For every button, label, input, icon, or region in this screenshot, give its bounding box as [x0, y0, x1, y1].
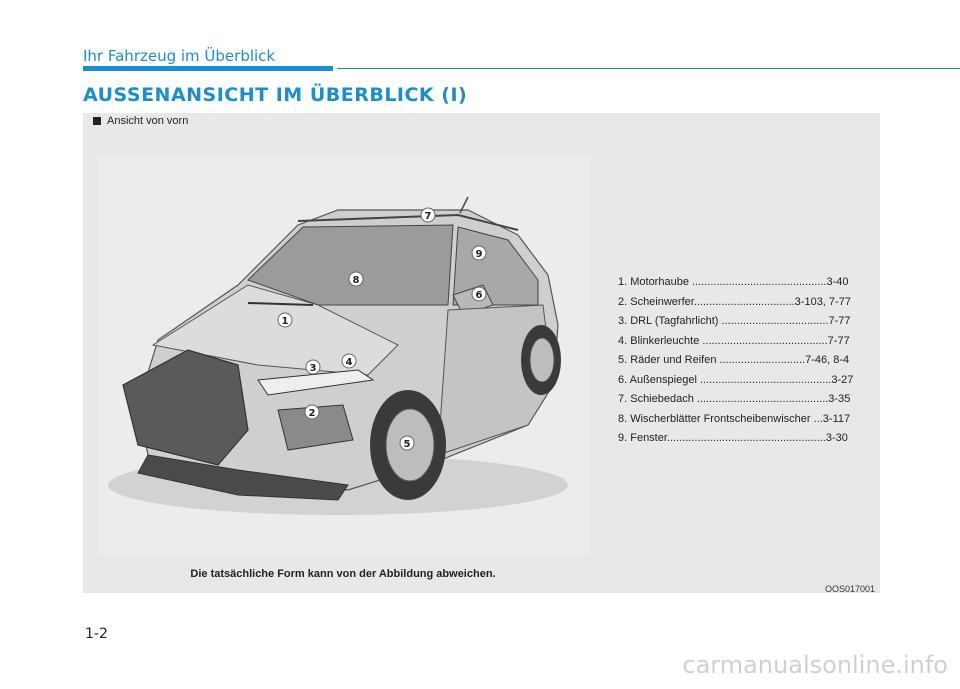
svg-text:1: 1	[281, 316, 289, 327]
watermark: carmanualsonline.info	[682, 651, 948, 679]
callout-3	[306, 360, 320, 374]
image-code: OOS017001	[824, 584, 875, 594]
car-illustration	[98, 155, 590, 555]
callout-9	[472, 246, 486, 260]
header-rule-thick	[83, 66, 333, 71]
figure-caption: Die tatsächliche Form kann von der Abbildung abweichen.	[190, 568, 496, 580]
parts-list	[618, 273, 876, 449]
svg-text:7: 7	[424, 211, 432, 222]
list-item: 7. Schiebedach ...........................................3-35	[618, 393, 851, 405]
view-label	[93, 115, 188, 127]
callout-1	[278, 313, 292, 327]
callout-7	[421, 208, 435, 222]
figure-panel	[83, 113, 880, 593]
svg-text:8: 8	[352, 275, 360, 286]
list-item: 9. Fenster....................................................3-30	[618, 432, 848, 444]
callout-8	[349, 272, 363, 286]
view-label-text: Ansicht von vorn	[107, 115, 189, 127]
svg-text:6: 6	[475, 290, 483, 301]
callout-2	[305, 405, 319, 419]
section-header: Ihr Fahrzeug im Überblick	[83, 47, 276, 65]
svg-text:3: 3	[309, 363, 317, 374]
svg-text:9: 9	[475, 249, 483, 260]
callout-5	[400, 436, 414, 450]
callout-4	[342, 354, 356, 368]
list-item: 3. DRL (Tagfahrlicht) ...................................7-77	[618, 315, 851, 327]
square-bullet-icon	[93, 117, 101, 125]
svg-text:5: 5	[403, 439, 411, 450]
list-item: 8. Wischerblätter Frontscheibenwischer ...3-117	[618, 412, 851, 425]
list-item: 5. Räder und Reifen ............................7-46, 8-4	[618, 354, 850, 366]
svg-text:4: 4	[345, 357, 353, 368]
svg-text:2: 2	[308, 408, 316, 419]
page-title: AUSSENANSICHT IM ÜBERBLICK (I)	[83, 84, 468, 106]
list-item: 2. Scheinwerfer.................................3-103, 7-77	[618, 295, 851, 308]
list-item: 1. Motorhaube ............................................3-40	[618, 276, 849, 288]
page-number: 1-2	[85, 626, 108, 642]
list-item: 4. Blinkerleuchte .........................................7-77	[618, 334, 850, 347]
callout-6	[472, 287, 486, 301]
header-rule-thin	[337, 68, 960, 69]
list-item: 6. Außenspiegel ...........................................3-27	[618, 373, 854, 386]
